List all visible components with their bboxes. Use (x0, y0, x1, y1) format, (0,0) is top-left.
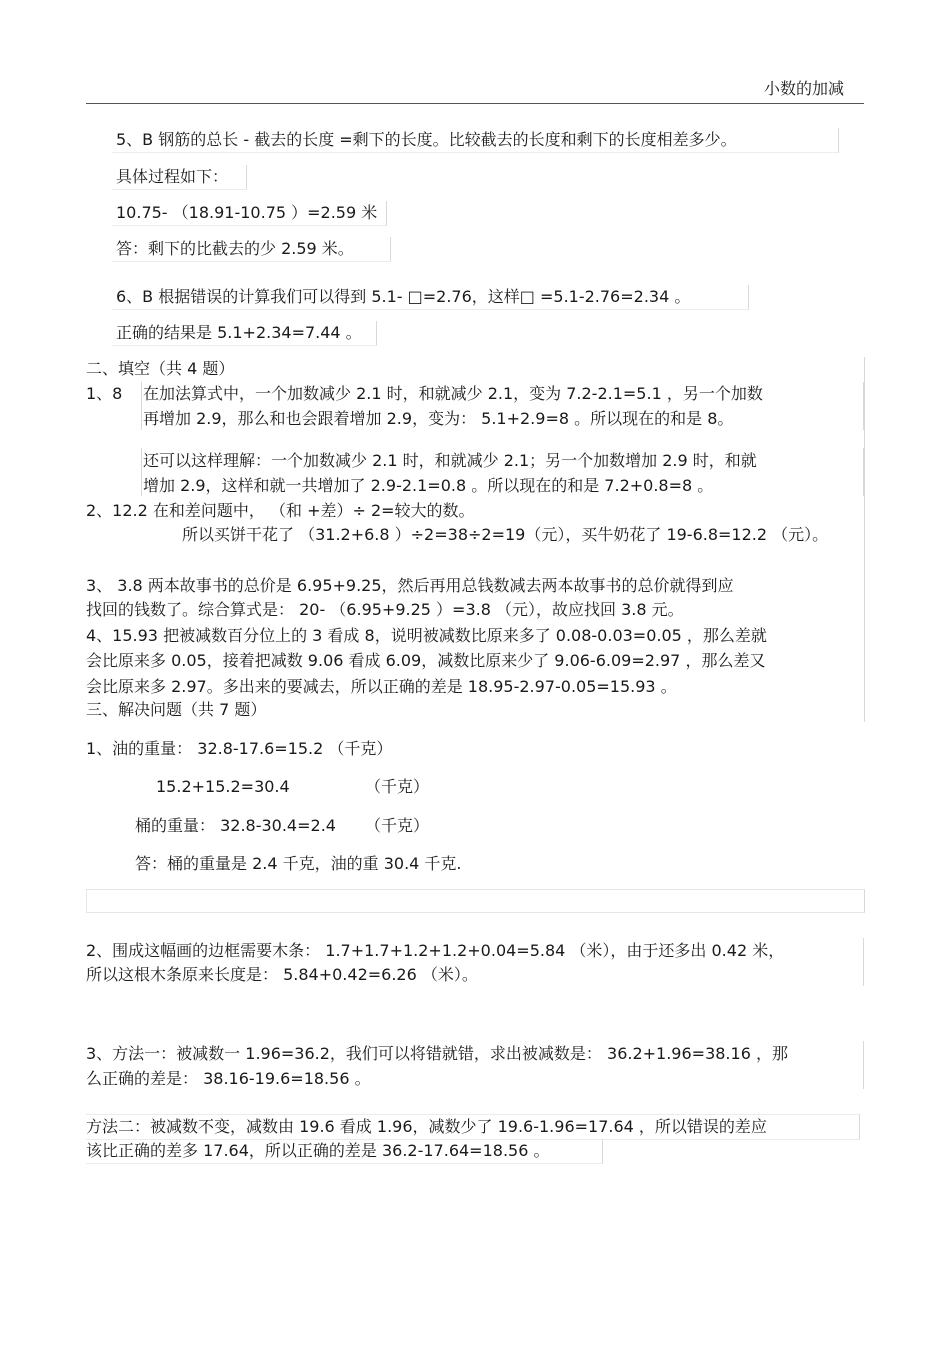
q6-line-2: 正确的结果是 5.1+2.34=7.44 。 (116, 323, 362, 342)
section-2-title: 二、填空（共 4 题） (86, 359, 235, 378)
problem-3-line-1: 3、方法一：被减数一 1.96=36.2，我们可以将错就错，求出被减数是： 36.2+1.96=38.16 ，那 (86, 1044, 788, 1063)
problem-1-line-3: 桶的重量： 32.8-30.4=2.4 (135, 816, 336, 835)
section-3-title: 三、解决问题（共 7 题） (86, 700, 267, 719)
problem-2-line-2: 所以这根木条原来长度是： 5.84+0.42=6.26 （米）。 (86, 965, 478, 984)
problem-1-answer: 答：桶的重量是 2.4 千克，油的重 30.4 千克. (135, 854, 462, 873)
q5-line-3: 10.75- （18.91-10.75 ）=2.59 米 (116, 203, 378, 222)
problem-1-line-2: 15.2+15.2=30.4 (156, 777, 290, 796)
problem-1-unit: （千克） (365, 816, 430, 835)
blank-box (86, 889, 865, 913)
item-4-line-3: 会比原来多 2.97。多出来的要减去，所以正确的差是 18.95-2.97-0.05=15.93 。 (86, 677, 677, 696)
q5-line-1: 5、B 钢筋的总长 - 截去的长度 =剩下的长度。比较截去的长度和剩下的长度相差多少。 (116, 130, 737, 149)
item-3-line-1: 3、 3.8 两本故事书的总价是 6.95+9.25，然后再用总钱数减去两本故事书的总价就得到应 (86, 576, 734, 595)
q5-answer: 答：剩下的比截去的少 2.59 米。 (116, 239, 354, 258)
problem-3-line-2: 么正确的差是： 38.16-19.6=18.56 。 (86, 1069, 371, 1088)
item-1-line-3: 还可以这样理解：一个加数减少 2.1 时，和就减少 2.1；另一个加数增加 2.9 时，和就 (143, 451, 757, 470)
item-1-line-2: 再增加 2.9，那么和也会跟着增加 2.9，变为： 5.1+2.9=8 。所以现在的和是 8。 (143, 409, 734, 428)
item-4-line-2: 会比原来多 0.05，接着把减数 9.06 看成 6.09，减数比原来少了 9.06-6.09=2.97 ，那么差又 (86, 651, 766, 670)
q6-line-1: 6、B 根据错误的计算我们可以得到 5.1- □=2.76，这样□ =5.1-2.76=2.34 。 (116, 287, 691, 306)
problem-3-line-4: 该比正确的差多 17.64，所以正确的差是 36.2-17.64=18.56 。 (86, 1141, 550, 1160)
item-2-line-2: 所以买饼干花了 （31.2+6.8 ）÷2=38÷2=19（元），买牛奶花了 19-6.8=12.2 （元）。 (182, 525, 829, 544)
item-1-number: 1、8 (86, 384, 123, 403)
header-rule (86, 103, 864, 104)
item-3-line-2: 找回的钱数了。综合算式是： 20- （6.95+9.25 ）=3.8 （元），故应找回 3.8 元。 (86, 600, 684, 619)
item-2-line-1: 2、12.2 在和差问题中， （和 +差）÷ 2=较大的数。 (86, 501, 475, 520)
q5-line-2: 具体过程如下： (116, 167, 229, 186)
problem-1-line-1: 1、油的重量： 32.8-17.6=15.2 （千克） (86, 739, 393, 758)
item-4-line-1: 4、15.93 把被减数百分位上的 3 看成 8，说明被减数比原来多了 0.08-0.03=0.05 ，那么差就 (86, 626, 767, 645)
header-title: 小数的加减 (764, 79, 845, 98)
problem-1-unit: （千克） (365, 777, 430, 796)
item-1-line-4: 增加 2.9，这样和就一共增加了 2.9-2.1=0.8 。所以现在的和是 7.2+0.8=8 。 (143, 476, 714, 495)
problem-2-line-1: 2、围成这幅画的边框需要木条： 1.7+1.7+1.2+1.2+0.04=5.84 （米），由于还多出 0.42 米， (86, 941, 785, 960)
item-1-line-1: 在加法算式中，一个加数减少 2.1 时，和就减少 2.1，变为 7.2-2.1=5.1 ，另一个加数 (143, 384, 763, 403)
problem-3-line-3: 方法二：被减数不变，减数由 19.6 看成 1.96，减数少了 19.6-1.96=17.64 ，所以错误的差应 (86, 1117, 767, 1136)
